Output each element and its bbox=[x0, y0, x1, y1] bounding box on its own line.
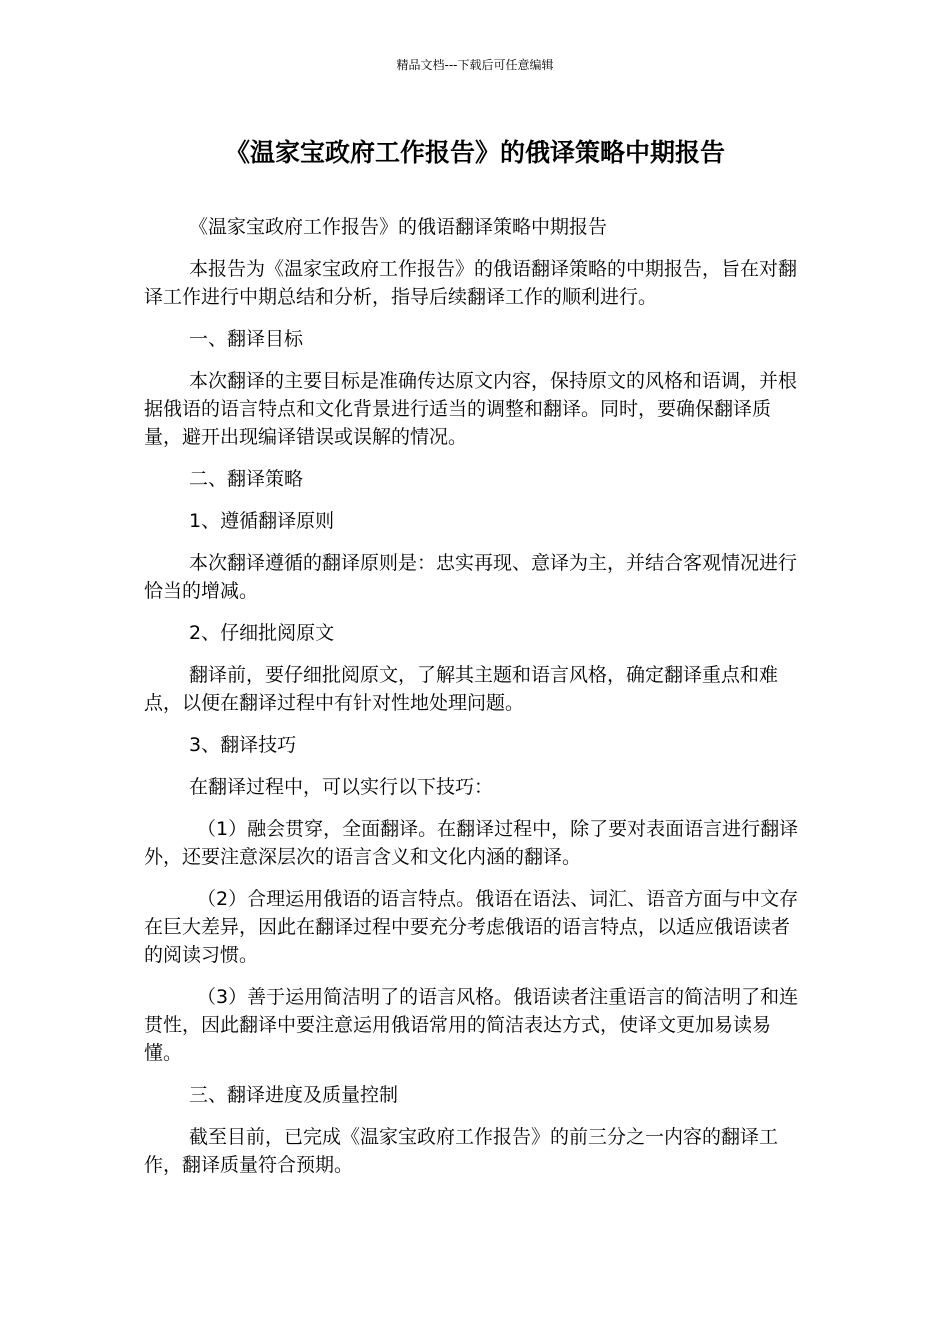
technique-item-1: （1）融会贯穿，全面翻译。在翻译过程中，除了要对表面语言进行翻译外，还要注意深层次的语言含义和文化内涵的翻译。 bbox=[144, 818, 799, 868]
page-header: 精品文档---下载后可任意编辑 bbox=[396, 58, 554, 72]
section-heading-strategy: 二、翻译策略 bbox=[189, 468, 304, 490]
document-body bbox=[144, 213, 808, 1193]
subheading-techniques: 3、翻译技巧 bbox=[189, 734, 297, 756]
intro-paragraph: 本报告为《温家宝政府工作报告》的俄语翻译策略的中期报告，旨在对翻译工作进行中期总结和分析，指导后续翻译工作的顺利进行。 bbox=[144, 258, 798, 308]
technique-item-3: （3）善于运用简洁明了的语言风格。俄语读者注重语言的简洁明了和连贯性，因此翻译中要注意运用俄语常用的简洁表达方式，使译文更加易读易懂。 bbox=[144, 986, 799, 1064]
technique-item-2: （2）合理运用俄语的语言特点。俄语在语法、词汇、语音方面与中文存在巨大差异，因此在翻译过程中要充分考虑俄语的语言特点，以适应俄语读者的阅读习惯。 bbox=[144, 888, 799, 966]
document-title: 《温家宝政府工作报告》的俄译策略中期报告 bbox=[224, 138, 725, 167]
progress-paragraph: 截至目前，已完成《温家宝政府工作报告》的前三分之一内容的翻译工作，翻译质量符合预期。 bbox=[144, 1126, 779, 1176]
principles-paragraph: 本次翻译遵循的翻译原则是：忠实再现、意译为主，并结合客观情况进行恰当的增减。 bbox=[144, 552, 798, 602]
section-heading-goals: 一、翻译目标 bbox=[189, 328, 304, 350]
subtitle-paragraph: 《温家宝政府工作报告》的俄语翻译策略中期报告 bbox=[189, 216, 608, 238]
subheading-review: 2、仔细批阅原文 bbox=[189, 622, 335, 644]
goals-paragraph: 本次翻译的主要目标是准确传达原文内容，保持原文的风格和语调，并根据俄语的语言特点和文化背景进行适当的调整和翻译。同时，要确保翻译质量，避开出现编译错误或误解的情况。 bbox=[144, 370, 798, 448]
techniques-intro: 在翻译过程中，可以实行以下技巧： bbox=[189, 776, 494, 798]
review-paragraph: 翻译前，要仔细批阅原文，了解其主题和语言风格，确定翻译重点和难点，以便在翻译过程中有针对性地处理问题。 bbox=[144, 664, 779, 714]
subheading-principles: 1、遵循翻译原则 bbox=[189, 510, 335, 532]
section-heading-progress: 三、翻译进度及质量控制 bbox=[189, 1084, 399, 1106]
